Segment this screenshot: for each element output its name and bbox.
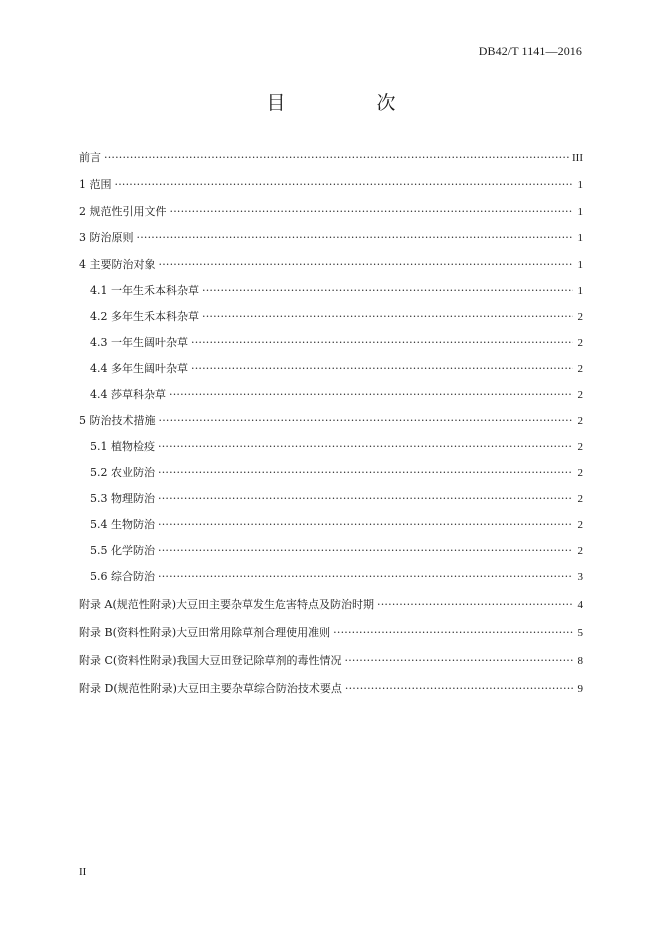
toc-entry-label: 5 防治技术措施 [79, 414, 156, 427]
toc-entry-label: 4 主要防治对象 [79, 258, 156, 271]
toc-dot-leader [159, 257, 574, 273]
toc-entry-page: 2 [577, 467, 583, 479]
toc-entry[interactable] [79, 653, 583, 669]
toc-entry-label: 附录 C(资料性附录)我国大豆田登记除草剂的毒性情况 [79, 654, 342, 667]
toc-dot-leader [202, 283, 573, 299]
toc-dot-leader [191, 361, 573, 377]
toc-entry-page: 2 [577, 493, 583, 505]
toc-entry-page: III [572, 152, 583, 164]
toc-dot-leader [345, 653, 574, 669]
toc-entry-label: 前言 [79, 151, 101, 164]
toc-dot-leader [104, 150, 570, 166]
toc-entry-label: 5.3 物理防治 [90, 492, 155, 505]
toc-dot-leader [345, 681, 573, 697]
toc-entry-label: 5.2 农业防治 [90, 466, 155, 479]
toc-entry-page: 5 [577, 627, 583, 639]
toc-dot-leader [333, 625, 573, 641]
toc-entry[interactable] [90, 309, 583, 325]
toc-entry-page: 1 [577, 179, 583, 191]
toc-entry-label: 4.3 一年生阔叶杂草 [90, 336, 188, 349]
toc-dot-leader [158, 439, 573, 455]
toc-entry-label: 4.1 一年生禾本科杂草 [90, 284, 199, 297]
toc-entry-label: 附录 D(规范性附录)大豆田主要杂草综合防治技术要点 [79, 682, 342, 695]
toc-entry-page: 9 [577, 683, 583, 695]
toc-entry-page: 2 [577, 363, 583, 375]
toc-entry-label: 3 防治原则 [79, 231, 134, 244]
toc-dot-leader [202, 309, 573, 325]
toc-entry-page: 2 [577, 415, 583, 427]
toc-entry[interactable] [79, 681, 583, 697]
toc-entry[interactable] [79, 150, 583, 166]
toc-entry-page: 2 [577, 519, 583, 531]
toc-entry-label: 5.1 植物检疫 [90, 440, 155, 453]
toc-entry[interactable] [90, 283, 583, 299]
toc-entry[interactable] [90, 335, 583, 351]
toc-dot-leader [159, 413, 574, 429]
toc-entry-label: 附录 A(规范性附录)大豆田主要杂草发生危害特点及防治时期 [79, 598, 375, 611]
toc-entry[interactable] [90, 465, 583, 481]
toc-entry-label: 2 规范性引用文件 [79, 205, 167, 218]
toc-entry-label: 5.5 化学防治 [90, 544, 155, 557]
toc-entry-label: 5.6 综合防治 [90, 570, 155, 583]
toc-entry[interactable] [79, 177, 583, 193]
toc-entry-page: 2 [577, 337, 583, 349]
toc-dot-leader [170, 204, 574, 220]
toc-entry-page: 4 [577, 599, 583, 611]
toc-entry-label: 4.4 莎草科杂草 [90, 388, 166, 401]
toc-entry-page: 2 [577, 389, 583, 401]
document-code: DB42/T 1141—2016 [478, 44, 582, 58]
toc-entry-page: 2 [577, 311, 583, 323]
toc-entry[interactable] [90, 491, 583, 507]
toc-dot-leader [191, 335, 573, 351]
toc-entry-page: 1 [577, 232, 583, 244]
toc-entry[interactable] [90, 361, 583, 377]
toc-entry[interactable] [90, 569, 583, 585]
toc-entry-label: 1 范围 [79, 178, 112, 191]
toc-dot-leader [158, 465, 573, 481]
toc-entry-page: 1 [577, 259, 583, 271]
toc-dot-leader [377, 597, 573, 613]
toc-entry-label: 5.4 生物防治 [90, 518, 155, 531]
page-number: II [79, 866, 87, 878]
toc-entry[interactable] [90, 439, 583, 455]
toc-entry[interactable] [79, 625, 583, 641]
toc-dot-leader [158, 543, 573, 559]
toc-entry[interactable] [79, 230, 583, 246]
toc-entry-page: 2 [577, 545, 583, 557]
toc-entry[interactable] [90, 517, 583, 533]
toc-dot-leader [158, 517, 573, 533]
toc-entry[interactable] [90, 387, 583, 403]
toc-entry-page: 8 [577, 655, 583, 667]
toc-entry[interactable] [90, 543, 583, 559]
page-title: 目 次 [266, 92, 432, 114]
toc-entry[interactable] [79, 597, 583, 613]
toc-dot-leader [169, 387, 573, 403]
toc-entry-label: 附录 B(资料性附录)大豆田常用除草剂合理使用准则 [79, 626, 331, 639]
toc-entry[interactable] [79, 413, 583, 429]
toc-dot-leader [158, 491, 573, 507]
toc-entry-page: 1 [577, 285, 583, 297]
toc-entry-label: 4.2 多年生禾本科杂草 [90, 310, 199, 323]
toc-dot-leader [115, 177, 574, 193]
toc-entry-label: 4.4 多年生阔叶杂草 [90, 362, 188, 375]
toc-entry-page: 1 [577, 206, 583, 218]
toc-entry[interactable] [79, 257, 583, 273]
toc-dot-leader [137, 230, 574, 246]
toc-entry-page: 2 [577, 441, 583, 453]
toc-entry[interactable] [79, 204, 583, 220]
toc-dot-leader [158, 569, 573, 585]
toc-entry-page: 3 [577, 571, 583, 583]
